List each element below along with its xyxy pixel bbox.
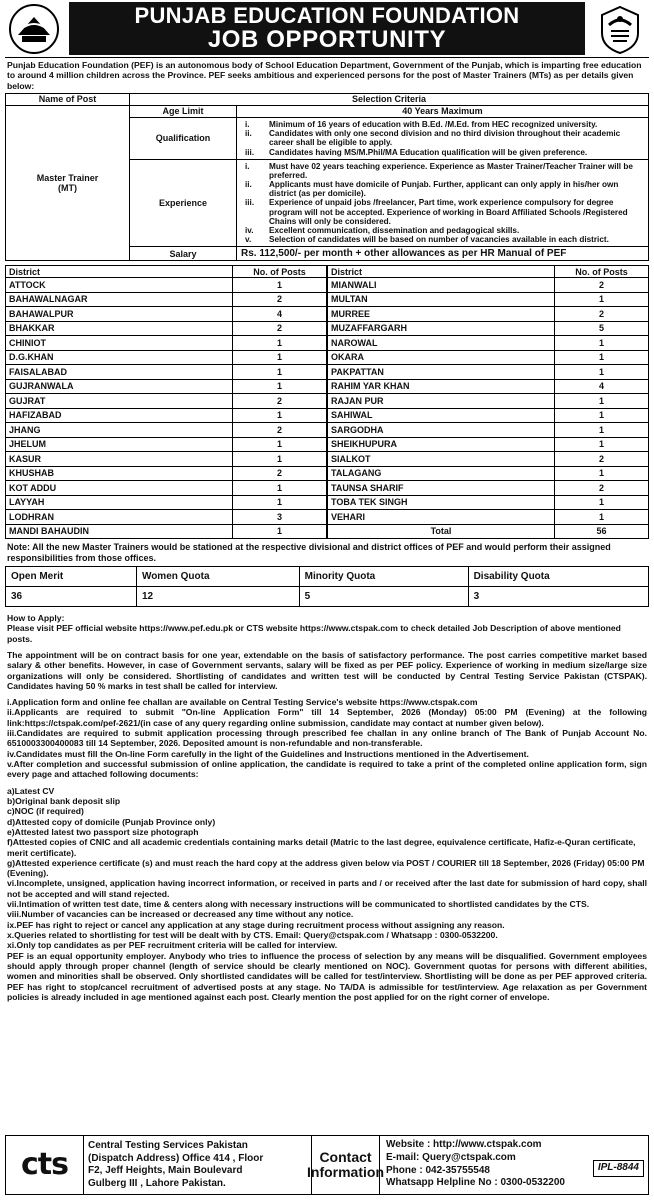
district-name: BHAKKAR (6, 321, 233, 336)
instruction-item: xi.Only top candidates as per PEF recruitment criteria will be called for interview. (7, 940, 338, 951)
experience-item (241, 235, 644, 244)
post-name-cell (6, 105, 130, 260)
experience-label: Experience (130, 159, 237, 247)
district-name: SAHIWAL (328, 408, 555, 423)
col-no-of-posts: No. of Posts (233, 266, 327, 278)
qualification-label: Qualification (130, 117, 237, 159)
district-row (6, 394, 327, 409)
district-posts: 1 (555, 437, 649, 452)
email-link[interactable]: E-mail: Query@ctspak.com (386, 1151, 516, 1163)
district-name: D.G.KHAN (6, 350, 233, 365)
district-posts: 5 (555, 321, 649, 336)
dispatch-address (84, 1136, 312, 1194)
document-item: c)NOC (if required) (7, 806, 84, 817)
district-row (328, 437, 649, 452)
district-row (6, 292, 327, 307)
district-row (6, 336, 327, 351)
district-name: MURREE (328, 307, 555, 322)
district-row (6, 307, 327, 322)
total-row (328, 524, 649, 539)
address-line: Central Testing Services Pakistan (88, 1140, 248, 1151)
district-posts: 2 (555, 481, 649, 496)
quota-value: 5 (299, 586, 468, 606)
district-row (328, 321, 649, 336)
quota-header: Minority Quota (299, 566, 468, 586)
contact-details (380, 1136, 648, 1194)
qualification-item-text: Candidates having MS/M.Phil/MA Education qualification will be given preference. (269, 147, 588, 157)
district-name: TOBA TEK SINGH (328, 495, 555, 510)
district-name: SARGODHA (328, 423, 555, 438)
qualification-item-number: i. (245, 119, 250, 129)
district-row (328, 481, 649, 496)
how-to-apply (5, 613, 649, 644)
district-posts: 1 (233, 524, 327, 539)
more-instructions (5, 878, 649, 950)
district-row (6, 495, 327, 510)
district-posts: 2 (555, 278, 649, 293)
district-name: RAJAN PUR (328, 394, 555, 409)
total-label: Total (328, 524, 555, 539)
district-posts: 1 (555, 510, 649, 525)
district-name: KOT ADDU (6, 481, 233, 496)
district-row (6, 321, 327, 336)
district-row (328, 379, 649, 394)
qualification-item (241, 148, 644, 157)
intro-text: Punjab Education Foundation (PEF) is an autonomous body of School Education Department, Government of the Punjab, which is imparting free education to around 4 million children across the Province. PEF seeks ambitious and experienced persons for the post of Master Trainers (MTs) as per details given below: (7, 60, 642, 91)
district-row (6, 466, 327, 481)
district-name: MIANWALI (328, 278, 555, 293)
col-name-of-post: Name of Post (6, 93, 130, 105)
district-name: ATTOCK (6, 278, 233, 293)
experience-item-number: ii. (245, 180, 252, 190)
instruction-item: vi.Incomplete, unsigned, application having incorrect information, or received in parts and / or received after the last date for submission of hard copy, shall not be accepted and will stand rejected. (7, 878, 647, 899)
district-row (6, 481, 327, 496)
district-name: TALAGANG (328, 466, 555, 481)
district-name: FAISALABAD (6, 365, 233, 380)
instruction-item: ix.PEF has right to reject or cancel any application at any stage during recruitment process without assigning any reason. (7, 919, 505, 930)
qualification-item-text: Candidates with only one second division and no third division throughout their academic career shall be eligible to apply. (269, 129, 621, 148)
district-posts: 2 (233, 292, 327, 307)
experience-item (241, 162, 644, 180)
experience-item-number: v. (245, 235, 252, 245)
district-posts: 2 (233, 423, 327, 438)
document-item: b)Original bank deposit slip (7, 795, 121, 806)
total-value: 56 (555, 524, 649, 539)
phone-number: Phone : 042-35755548 (386, 1164, 490, 1176)
post-name: Master Trainer (36, 172, 99, 183)
experience-item-text: Applicants must have domicile of Punjab. Further, applicant can only apply in his/her own district (as per domicile). (269, 180, 619, 199)
instruction-item: x.Queries related to shortlisting for test will be dealt with by CTS. Email: Query@ctspak.com / Whatsapp : 0300-0532200. (7, 930, 498, 941)
qualification-item-number: iii. (245, 147, 255, 157)
district-name: BAHAWALNAGAR (6, 292, 233, 307)
col-selection-criteria: Selection Criteria (130, 93, 649, 105)
district-tables (5, 265, 649, 539)
closing-text: PEF is an equal opportunity employer. Anybody who tries to influence the process of selection by any means will be disqualified. Government employees should apply through proper channel (length of service should be clearly mentioned on NOC). Government quotas for persons with different abilities, women and minorities shall be observed. Only shortlisted candidates will be called for test/interview. Shortlisting will be done as per PEF approved criteria. PEF has right to stop/cancel recruitment of advertised posts at any stage. No TA/DA is admissible for test/interview. Age relaxation as per Government policies is already included in age mentioned against each post. Clearly mention the post applied for on the right corner of envelope. (7, 950, 647, 1002)
district-name: GUJRAT (6, 394, 233, 409)
experience-list-cell (237, 159, 649, 247)
experience-item-number: iii. (245, 198, 255, 208)
district-name: CHINIOT (6, 336, 233, 351)
district-name: TAUNSA SHARIF (328, 481, 555, 496)
district-table-right (327, 265, 649, 539)
salary-value: Rs. 112,500/- per month + other allowances as per HR Manual of PEF (237, 247, 649, 261)
district-posts: 1 (555, 350, 649, 365)
district-name: RAHIM YAR KHAN (328, 379, 555, 394)
experience-item (241, 198, 644, 226)
instruction-item: i.Application form and online fee challan are available on Central Testing Service's website https://www.ctspak.com (7, 697, 478, 708)
document-item: g)Attested experience certificate (s) and must reach the hard copy at the address given below via POST / COURIER till 18 September, 2026 (Friday) 05:00 PM (Evening). (7, 857, 645, 879)
district-posts: 1 (555, 466, 649, 481)
district-posts: 4 (233, 307, 327, 322)
district-posts: 3 (233, 510, 327, 525)
experience-item-text: Selection of candidates will be based on number of vacancies available in each district. (269, 235, 609, 245)
age-limit-label: Age Limit (130, 105, 237, 117)
header-title (69, 2, 585, 55)
qualification-list (237, 118, 648, 159)
district-posts: 2 (233, 394, 327, 409)
district-posts: 1 (555, 365, 649, 380)
district-table-left (5, 265, 327, 539)
instructions (5, 697, 649, 780)
district-row (6, 350, 327, 365)
district-posts: 1 (233, 278, 327, 293)
instruction-item: viii.Number of vacancies can be increased or decreased any time without any notice. (7, 909, 354, 920)
district-posts: 1 (233, 437, 327, 452)
district-name: OKARA (328, 350, 555, 365)
district-posts: 1 (555, 495, 649, 510)
whatsapp-number: Whatsapp Helpline No : 0300-0532200 (386, 1177, 565, 1189)
district-row (328, 394, 649, 409)
district-row (6, 452, 327, 467)
experience-item-text: Must have 02 years teaching experience. Experience as Master Trainer/Teacher Trainer will be preferred. (269, 161, 633, 180)
district-name: JHELUM (6, 437, 233, 452)
how-to-apply-text: Please visit PEF official website https://www.pef.edu.pk or CTS website https://www.ctspak.com to check detailed Job Description of above mentioned posts. (7, 623, 621, 644)
district-posts: 1 (555, 394, 649, 409)
experience-item-number: iv. (245, 226, 254, 235)
district-posts: 2 (555, 452, 649, 467)
district-row (6, 379, 327, 394)
district-name: KASUR (6, 452, 233, 467)
punjab-emblem (591, 1, 649, 57)
experience-item (241, 180, 644, 198)
district-name: MULTAN (328, 292, 555, 307)
title-line2: JOB OPPORTUNITY (207, 25, 447, 53)
district-row (328, 350, 649, 365)
terms-text: The appointment will be on contract basis for one year, extendable on the basis of satisfactory performance. The post carries competitive market based salary & other benefits. However, in case of Government servants, salary will be fixed as per PEF policy. Experience of working in medium size/large size organizations will only be considered. Shortlisting of candidates and written test will be conducted by Central Testing Service Pakistan (CTSPAK). Candidates having 50 % marks in test shall be called for interview. (7, 649, 647, 691)
note-text: Note: All the new Master Trainers would be stationed at the respective divisional and district offices of PEF and would perform their assigned responsibilities from those offices. (7, 542, 611, 564)
qualification-item-text: Minimum of 16 years of education with B.Ed. /M.Ed. from HEC recognized university. (269, 119, 598, 129)
quota-header: Disability Quota (468, 566, 648, 586)
district-name: VEHARI (328, 510, 555, 525)
address-line: Gulberg III , Lahore Pakistan. (88, 1177, 226, 1189)
district-name: NAROWAL (328, 336, 555, 351)
district-row (328, 278, 649, 293)
district-posts: 1 (555, 423, 649, 438)
district-name: HAFIZABAD (6, 408, 233, 423)
experience-item (241, 226, 644, 235)
qualification-item (241, 120, 644, 129)
header (5, 0, 649, 58)
district-posts: 1 (233, 336, 327, 351)
district-posts: 1 (233, 481, 327, 496)
document-item: f)Attested copies of CNIC and all academic credentials containing marks detail (Matric to the last degree, equivalence certificate, Hafiz-e-Quran certificate, merit certificate). (7, 837, 636, 858)
address-line: (Dispatch Address) Office 414 , Floor (88, 1152, 264, 1164)
district-posts: 1 (555, 292, 649, 307)
contact-information-label (307, 1136, 384, 1194)
cts-logo-text: cts (21, 1147, 68, 1182)
quota-value: 36 (6, 586, 137, 606)
district-name: GUJRANWALA (6, 379, 233, 394)
district-row (328, 452, 649, 467)
qualification-item-number: ii. (245, 129, 252, 139)
district-row (6, 437, 327, 452)
salary-label: Salary (130, 247, 237, 261)
district-row (328, 495, 649, 510)
district-row (328, 292, 649, 307)
title-line1: PUNJAB EDUCATION FOUNDATION (134, 2, 520, 28)
district-name: LODHRAN (6, 510, 233, 525)
experience-list (237, 160, 648, 247)
district-posts: 1 (555, 336, 649, 351)
experience-item-number: i. (245, 161, 250, 171)
experience-item-text: Excellent communication, dissemination and pedagogical skills. (269, 226, 520, 235)
qualification-item (241, 129, 644, 147)
cts-logo (6, 1136, 84, 1194)
district-row (6, 423, 327, 438)
district-posts: 1 (233, 495, 327, 510)
district-row (6, 365, 327, 380)
instruction-item: v.After completion and successful submission of online application, the candidate is required to take a print of the completed online application form, sign every page and attached following documents: (7, 759, 647, 780)
district-row (328, 510, 649, 525)
col-no-of-posts: No. of Posts (555, 266, 649, 278)
document-item: d)Attested copy of domicile (Punjab Province only) (7, 816, 216, 827)
district-posts: 1 (233, 365, 327, 380)
district-name: LAYYAH (6, 495, 233, 510)
quota-value: 3 (468, 586, 648, 606)
district-posts: 1 (555, 408, 649, 423)
qualification-list-cell (237, 117, 649, 159)
district-posts: 2 (233, 466, 327, 481)
district-posts: 1 (233, 379, 327, 394)
district-name: PAKPATTAN (328, 365, 555, 380)
district-posts: 2 (555, 307, 649, 322)
district-name: MUZAFFARGARH (328, 321, 555, 336)
col-district: District (6, 266, 233, 278)
quota-table (5, 566, 649, 607)
instruction-item: iii.Candidates are required to submit application processing through prescribed fee challan in any online branch of The Bank of Punjab Account No. 6510003300400083 till 14 September, 2026. Deposited amount is non-refundable and non-transferable. (7, 728, 647, 749)
district-row (6, 510, 327, 525)
experience-item-text: Experience of unpaid jobs /freelancer, Part time, work experience compulsory for degree program will not be accepted. Experience of working in Board Affiliated Schools /Registered Chains will only be considered. (269, 198, 628, 226)
district-name: BAHAWALPUR (6, 307, 233, 322)
instruction-item: ii.Applicants are required to submit "On-line Application Form" till 14 September, 2026 (Monday) 05:00 PM (Evening) at the following link:https://ctspak.com/pef-2621/(in case of any query regarding online submission, candidate may contact at number given below). (7, 707, 647, 728)
website-link[interactable]: Website : http://www.ctspak.com (386, 1139, 542, 1150)
document-item: e)Attested latest two passport size photograph (7, 826, 199, 837)
district-name: SIALKOT (328, 452, 555, 467)
instruction-item: vii.Intimation of written test date, time & centers along with necessary instructions will be communicated to shortlisted candidates by the CTS. (7, 899, 590, 910)
district-name: KHUSHAB (6, 466, 233, 481)
age-limit-value: 40 Years Maximum (237, 105, 649, 117)
contact-line2: Information (307, 1164, 384, 1180)
how-to-apply-heading: How to Apply: (7, 612, 65, 623)
district-row (6, 278, 327, 293)
post-abbr: (MT) (58, 183, 77, 194)
district-row (328, 423, 649, 438)
district-row (6, 524, 327, 539)
ipl-code: IPL-8844 (593, 1160, 644, 1177)
district-posts: 1 (233, 350, 327, 365)
district-row (328, 307, 649, 322)
col-district: District (328, 266, 555, 278)
selection-criteria-table (5, 93, 649, 261)
footer (5, 1135, 649, 1195)
district-row (328, 365, 649, 380)
district-row (6, 408, 327, 423)
documents-list (5, 786, 649, 879)
district-posts: 1 (233, 452, 327, 467)
district-row (328, 336, 649, 351)
contact-line1: Contact (319, 1148, 372, 1165)
district-row (328, 408, 649, 423)
quota-value: 12 (136, 586, 299, 606)
address-line: F2, Jeff Heights, Main Boulevard (88, 1165, 243, 1176)
district-posts: 1 (233, 408, 327, 423)
quota-header: Open Merit (6, 566, 137, 586)
district-name: SHEIKHUPURA (328, 437, 555, 452)
district-row (328, 466, 649, 481)
district-posts: 4 (555, 379, 649, 394)
district-posts: 2 (233, 321, 327, 336)
district-name: MANDI BAHAUDIN (6, 524, 233, 539)
document-item: a)Latest CV (7, 785, 55, 796)
district-name: JHANG (6, 423, 233, 438)
instruction-item: iv.Candidates must fill the On-line Form carefully in the light of the Guidelines and Instructions mentioned in the Advertisement. (7, 748, 529, 759)
pef-logo (5, 1, 63, 57)
quota-header: Women Quota (136, 566, 299, 586)
